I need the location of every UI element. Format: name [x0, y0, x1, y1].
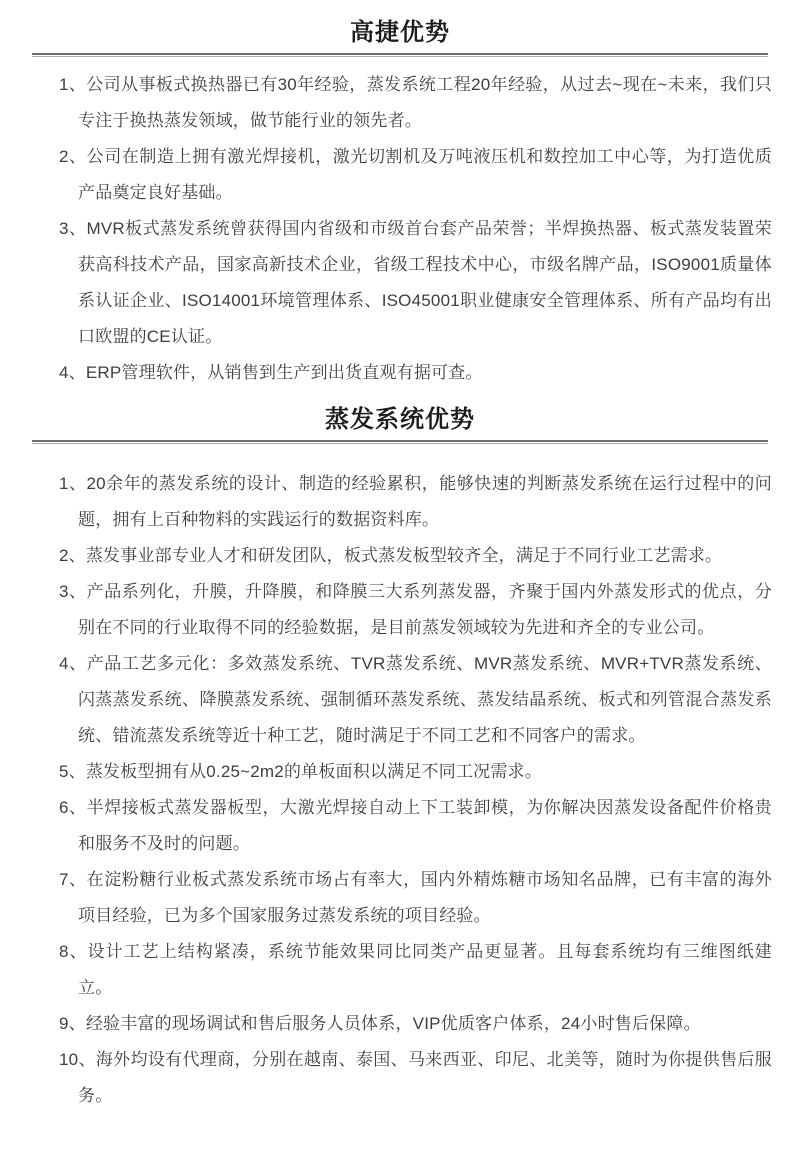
section-title: 蒸发系统优势: [325, 406, 475, 433]
list-item: [0, 1042, 772, 1114]
item-text: 公司在制造上拥有激光焊接机，激光切割机及万吨液压机和数控加工中心等，为打造优质产品奠定良好基础。: [78, 147, 772, 202]
item-text: 蒸发板型拥有从0.25~2m2的单板面积以满足不同工况需求。: [85, 762, 542, 781]
item-number: 4、: [59, 654, 87, 673]
list-item: [0, 67, 772, 139]
item-text: 半焊接板式蒸发器板型，大激光焊接自动上下工装卸模，为你解决因蒸发设备配件价格贵和服务不及时的问题。: [78, 798, 772, 853]
list-item: [0, 211, 772, 355]
list-item: [0, 1006, 772, 1042]
list-item: [0, 139, 772, 211]
item-number: 1、: [59, 474, 87, 493]
list-item: [0, 934, 772, 1006]
item-text: 20余年的蒸发系统的设计、制造的经验累积，能够快速的判断蒸发系统在运行过程中的问题，拥有上百种物料的实践运行的数据资料库。: [78, 474, 772, 529]
list-item: [0, 790, 772, 862]
section-item-list: [0, 466, 772, 1114]
item-number: 3、: [59, 582, 87, 601]
item-number: 6、: [59, 798, 87, 817]
item-text: MVR板式蒸发系统曾获得国内省级和市级首台套产品荣誉；半焊换热器、板式蒸发装置荣获高科技术产品，国家高新技术企业，省级工程技术中心，市级名牌产品，ISO9001质量体系认证企业、ISO14001环境管理体系、ISO45001职业健康安全管理体系、所有产品均有出口欧盟的CE认证。: [78, 219, 772, 346]
sections-container: [0, 18, 800, 1114]
item-number: 1、: [59, 75, 87, 94]
section-divider: [32, 440, 768, 444]
list-item: [0, 355, 772, 391]
item-text: 海外均设有代理商，分别在越南、泰国、马来西亚、印尼、北美等，随时为你提供售后服务。: [78, 1050, 772, 1105]
item-text: 设计工艺上结构紧凑，系统节能效果同比同类产品更显著。且每套系统均有三维图纸建立。: [78, 942, 772, 997]
item-number: 7、: [59, 870, 87, 889]
item-number: 5、: [59, 762, 86, 781]
item-number: 3、: [59, 219, 87, 238]
item-number: 9、: [59, 1014, 86, 1033]
item-number: 4、: [59, 363, 86, 382]
item-text: 蒸发事业部专业人才和研发团队，板式蒸发板型较齐全，满足于不同行业工艺需求。: [85, 546, 723, 565]
item-number: 10、: [59, 1050, 96, 1069]
list-item: [0, 466, 772, 538]
list-item: [0, 754, 772, 790]
section: [0, 18, 800, 391]
item-text: 在淀粉糖行业板式蒸发系统市场占有率大，国内外精炼糖市场知名品牌，已有丰富的海外项目经验，已为多个国家服务过蒸发系统的项目经验。: [78, 870, 772, 925]
section: [0, 405, 800, 1114]
item-number: 2、: [59, 147, 87, 166]
item-number: 8、: [59, 942, 88, 961]
item-number: 2、: [59, 546, 86, 565]
item-text: ERP管理软件，从销售到生产到出货直观有据可查。: [85, 363, 483, 382]
section-item-list: [0, 67, 772, 391]
list-item: [0, 862, 772, 934]
section-title: 高捷优势: [350, 19, 450, 46]
item-text: 产品系列化，升膜，升降膜，和降膜三大系列蒸发器，齐聚于国内外蒸发形式的优点，分别在不同的行业取得不同的经验数据，是目前蒸发领域较为先进和齐全的专业公司。: [78, 582, 772, 637]
list-item: [0, 574, 772, 646]
item-text: 公司从事板式换热器已有30年经验，蒸发系统工程20年经验，从过去~现在~未来，我们只专注于换热蒸发领域，做节能行业的领先者。: [78, 75, 772, 130]
section-divider: [32, 53, 768, 57]
item-text: 产品工艺多元化：多效蒸发系统、TVR蒸发系统、MVR蒸发系统、MVR+TVR蒸发系统、闪蒸蒸发系统、降膜蒸发系统、强制循环蒸发系统、蒸发结晶系统、板式和列管混合蒸发系统、错流蒸发系统等近十种工艺，随时满足于不同工艺和不同客户的需求。: [78, 654, 772, 745]
list-item: [0, 646, 772, 754]
item-text: 经验丰富的现场调试和售后服务人员体系，VIP优质客户体系，24小时售后保障。: [85, 1014, 701, 1033]
list-item: [0, 538, 772, 574]
